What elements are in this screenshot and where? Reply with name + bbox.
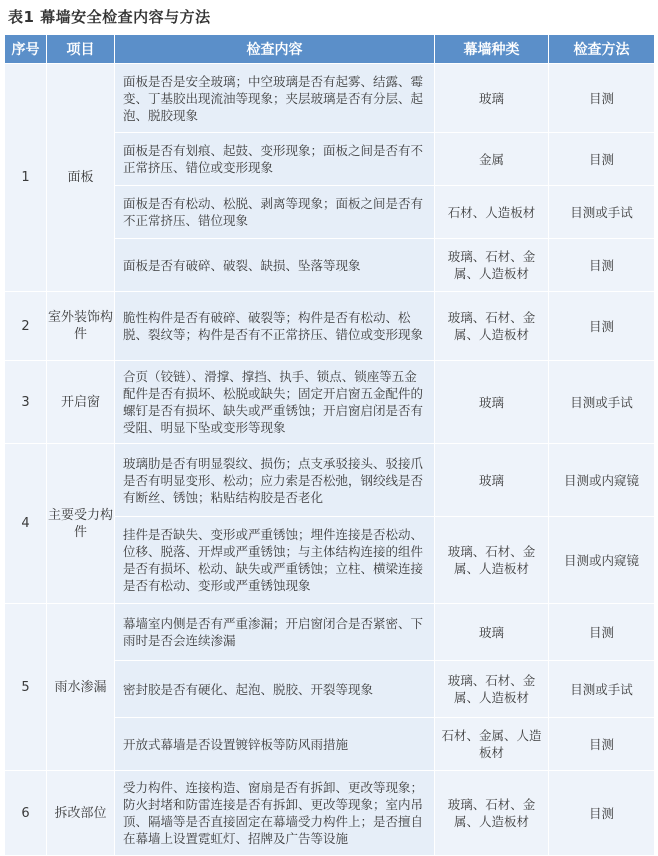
inspection-table xyxy=(4,34,655,856)
header-item: 项目 xyxy=(47,35,115,64)
row-content: 面板是否有松动、松脱、剥离等现象；面板之间是否有不正常挤压、错位现象 xyxy=(115,186,435,239)
row-wall-type: 金属 xyxy=(435,133,549,186)
row-method: 目测 xyxy=(549,64,655,133)
header-content: 检查内容 xyxy=(115,35,435,64)
row-wall-type: 石材、人造板材 xyxy=(435,186,549,239)
row-wall-type: 玻璃、石材、金属、人造板材 xyxy=(435,517,549,604)
row-content: 面板是否有划痕、起鼓、变形现象；面板之间是否有不正常挤压、错位或变形现象 xyxy=(115,133,435,186)
row-method: 目测 xyxy=(549,133,655,186)
row-method: 目测 xyxy=(549,604,655,661)
row-content: 开放式幕墙是否设置镀锌板等防风雨措施 xyxy=(115,718,435,771)
row-item: 开启窗 xyxy=(47,361,115,444)
row-content: 受力构件、连接构造、窗扇是否有拆卸、更改等现象；防火封堵和防雷连接是否有拆卸、更改等现象；室内吊顶、隔墙等是否直接固定在幕墙受力构件上；是否擅自在幕墙上设置霓虹灯、招牌及广告等设施 xyxy=(115,771,435,856)
row-number: 1 xyxy=(5,64,47,292)
row-item: 雨水渗漏 xyxy=(47,604,115,771)
row-wall-type: 玻璃 xyxy=(435,444,549,517)
row-content: 脆性构件是否有破碎、破裂等；构件是否有松动、松脱、裂纹等；构件是否有不正常挤压、错位或变形现象 xyxy=(115,292,435,361)
row-method: 目测 xyxy=(549,718,655,771)
row-number: 4 xyxy=(5,444,47,604)
row-content: 幕墙室内侧是否有严重渗漏；开启窗闭合是否紧密、下雨时是否会连续渗漏 xyxy=(115,604,435,661)
row-content: 面板是否有破碎、破裂、缺损、坠落等现象 xyxy=(115,239,435,292)
table-row xyxy=(5,771,655,856)
row-method: 目测或内窥镜 xyxy=(549,517,655,604)
table-row xyxy=(5,361,655,444)
row-item: 拆改部位 xyxy=(47,771,115,856)
row-content: 玻璃肋是否有明显裂纹、损伤；点支承驳接头、驳接爪是否有明显变形、松动；应力索是否松弛，钢绞线是否有断丝、锈蚀；粘贴结构胶是否老化 xyxy=(115,444,435,517)
row-item: 主要受力构件 xyxy=(47,444,115,604)
row-method: 目测 xyxy=(549,771,655,856)
table-caption: 表1 幕墙安全检查内容与方法 xyxy=(8,8,211,26)
row-content: 合页（铰链）、滑撑、撑挡、执手、锁点、锁座等五金配件是否有损坏、松脱或缺失；固定开启窗五金配件的螺钉是否有损坏、缺失或严重锈蚀；开启窗启闭是否有受阻、明显下坠或变形等现象 xyxy=(115,361,435,444)
row-wall-type: 玻璃 xyxy=(435,361,549,444)
row-wall-type: 玻璃 xyxy=(435,604,549,661)
row-wall-type: 玻璃、石材、金属、人造板材 xyxy=(435,771,549,856)
row-wall-type: 玻璃、石材、金属、人造板材 xyxy=(435,239,549,292)
row-method: 目测 xyxy=(549,239,655,292)
row-method: 目测或手试 xyxy=(549,186,655,239)
table-row xyxy=(5,292,655,361)
row-content: 密封胶是否有硬化、起泡、脱胶、开裂等现象 xyxy=(115,661,435,718)
row-content: 挂件是否缺失、变形或严重锈蚀；埋件连接是否松动、位移、脱落、开焊或严重锈蚀；与主体结构连接的组件是否有损坏、松动、缺失或严重锈蚀；立柱、横梁连接是否有松动、变形或严重锈蚀现象 xyxy=(115,517,435,604)
row-item: 面板 xyxy=(47,64,115,292)
row-number: 3 xyxy=(5,361,47,444)
header-method: 检查方法 xyxy=(549,35,655,64)
row-wall-type: 石材、金属、人造板材 xyxy=(435,718,549,771)
row-method: 目测或内窥镜 xyxy=(549,444,655,517)
row-number: 2 xyxy=(5,292,47,361)
row-method: 目测或手试 xyxy=(549,661,655,718)
row-content: 面板是否是安全玻璃；中空玻璃是否有起雾、结露、霉变、丁基胶出现流油等现象；夹层玻璃是否有分层、起泡、脱胶现象 xyxy=(115,64,435,133)
table-header-row xyxy=(5,35,655,64)
row-wall-type: 玻璃、石材、金属、人造板材 xyxy=(435,661,549,718)
table-row xyxy=(5,64,655,133)
row-number: 5 xyxy=(5,604,47,771)
row-wall-type: 玻璃、石材、金属、人造板材 xyxy=(435,292,549,361)
table-row xyxy=(5,444,655,517)
header-wall-type: 幕墙种类 xyxy=(435,35,549,64)
header-serial: 序号 xyxy=(5,35,47,64)
row-wall-type: 玻璃 xyxy=(435,64,549,133)
row-number: 6 xyxy=(5,771,47,856)
row-method: 目测 xyxy=(549,292,655,361)
row-method: 目测或手试 xyxy=(549,361,655,444)
row-item: 室外装饰构件 xyxy=(47,292,115,361)
table-row xyxy=(5,604,655,661)
